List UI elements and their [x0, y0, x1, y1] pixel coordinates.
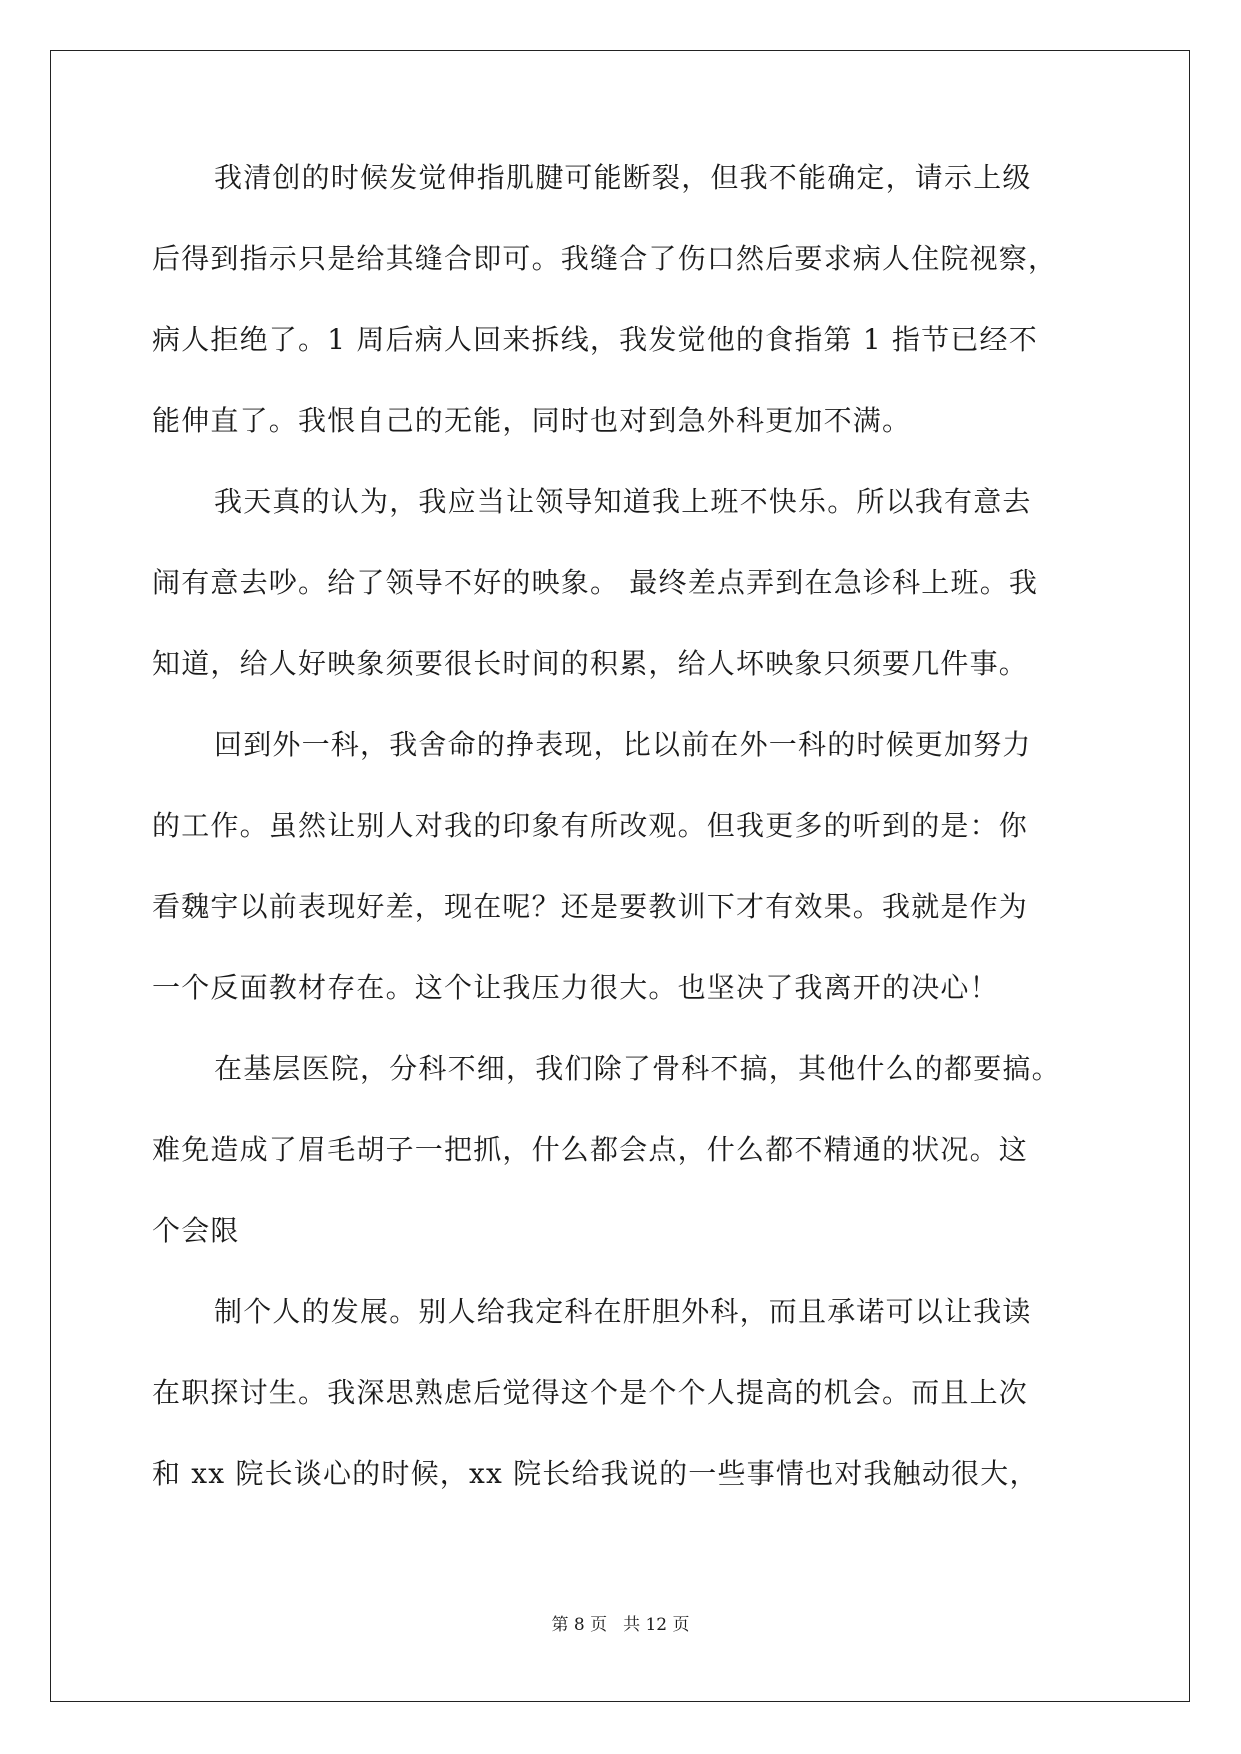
paragraph-line: 制个人的发展。别人给我定科在肝胆外科，而且承诺可以让我读 [214, 1295, 1032, 1328]
paragraph-line: 和 xx 院长谈心的时候，xx 院长给我说的一些事情也对我触动很大， [152, 1457, 1039, 1490]
paragraph-line: 闹有意去吵。给了领导不好的映象。 最终差点弄到在急诊科上班。我 [152, 566, 1039, 599]
paragraph-line: 病人拒绝了。1 周后病人回来拆线，我发觉他的食指第 1 指节已经不 [152, 323, 1038, 356]
paragraph-line: 的工作。虽然让别人对我的印象有所改观。但我更多的听到的是：你 [152, 809, 1029, 842]
page-number: 第 8 页 [551, 1615, 608, 1635]
paragraph-line: 后得到指示只是给其缝合即可。我缝合了伤口然后要求病人住院视察， [152, 242, 1058, 275]
paragraph-line: 我天真的认为，我应当让领导知道我上班不快乐。所以我有意去 [214, 485, 1032, 518]
page-total: 共 12 页 [623, 1615, 690, 1635]
paragraph-line: 在职探讨生。我深思熟虑后觉得这个是个个人提高的机会。而且上次 [152, 1376, 1029, 1409]
paragraph-line: 难免造成了眉毛胡子一把抓，什么都会点，什么都不精通的状况。这 [152, 1133, 1029, 1166]
paragraph-line: 看魏宇以前表现好差，现在呢？还是要教训下才有效果。我就是作为 [152, 890, 1029, 923]
paragraph-line: 我清创的时候发觉伸指肌腱可能断裂，但我不能确定，请示上级 [214, 161, 1032, 194]
paragraph-line: 知道，给人好映象须要很长时间的积累，给人坏映象只须要几件事。 [152, 647, 1029, 680]
paragraph-line: 回到外一科，我舍命的挣表现，比以前在外一科的时候更加努力 [214, 728, 1032, 761]
paragraph-line: 在基层医院，分科不细，我们除了骨科不搞，其他什么的都要搞。 [214, 1052, 1061, 1085]
paragraph-line: 能伸直了。我恨自己的无能，同时也对到急外科更加不满。 [152, 404, 912, 437]
paragraph-line: 个会限 [152, 1214, 240, 1247]
paragraph-line: 一个反面教材存在。这个让我压力很大。也坚决了我离开的决心！ [152, 971, 999, 1004]
page-footer [0, 1614, 1241, 1636]
